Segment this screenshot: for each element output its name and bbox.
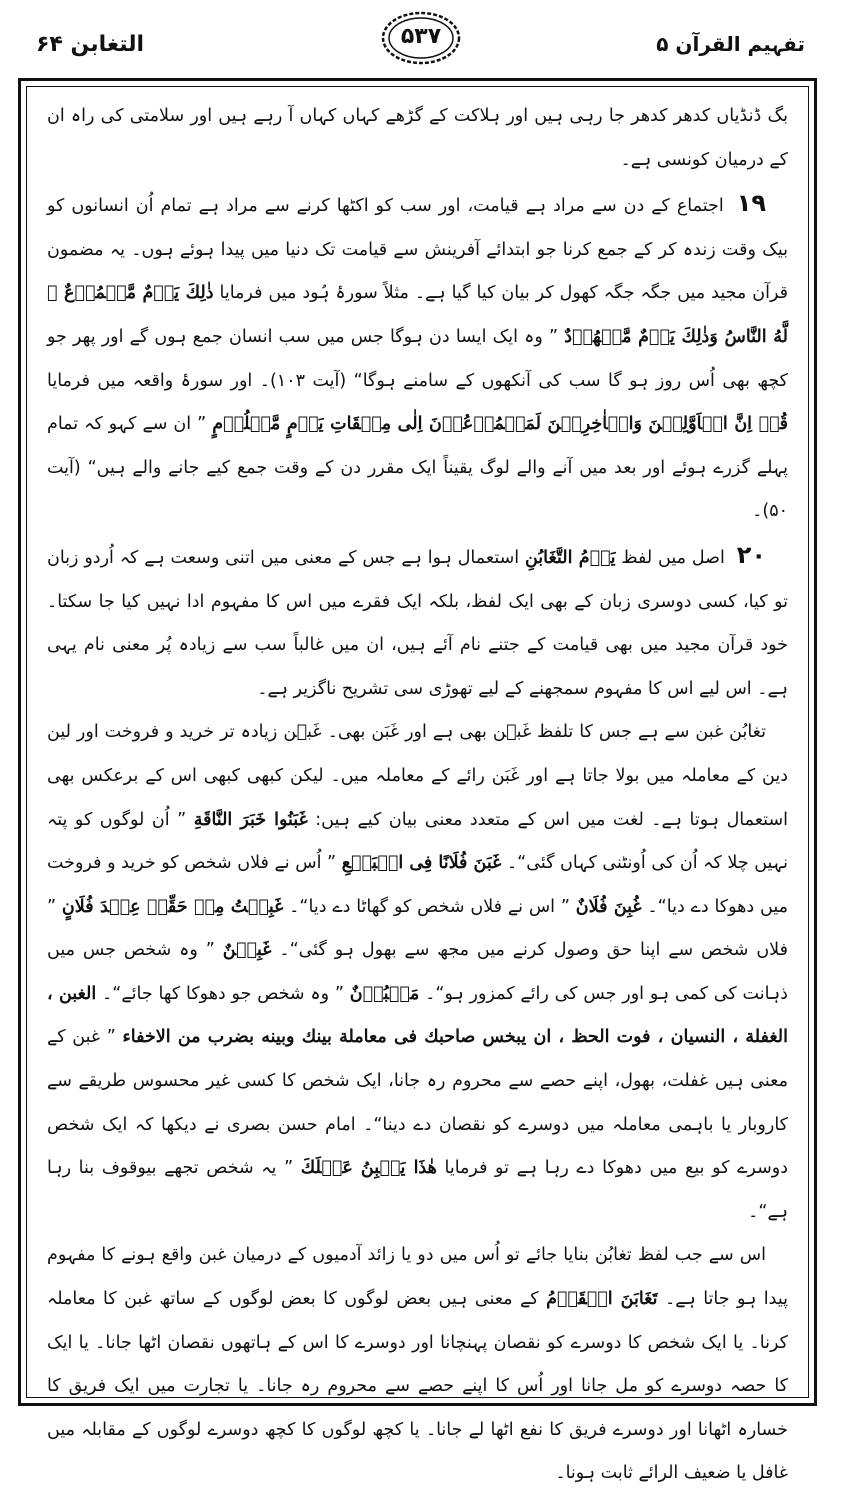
footnote-text: ” ان سے کہو کہ تمام پہلے گزرے ہوئے اور بعد میں آنے والے لوگ یقیناً ایک مقرر دن کے وقت جمع کیے جانے والے ہیں“ (آیت ۵۰)۔: [47, 414, 788, 522]
footnote-text: استعمال ہوا ہے جس کے معنی میں اتنی وسعت ہے کہ اُردو زبان تو کیا، کسی دوسری زبان کے بھی ایک لفظ، بلکہ ایک فقرے میں اس کا مفہوم ادا نہیں کیا جا سکتا۔ خود قرآن مجید میں بھی قیامت کے جتنے نام آئے ہیں، ان میں غالباً سب سے زیادہ پُر معنی نام یہی ہے۔ اس لیے اس کا مفہوم سمجھنے کے لیے تھوڑی سی تشریح ناگزیر ہے۔: [47, 547, 788, 699]
paragraph-text: کے معنی ہیں بعض لوگوں کا بعض لوگوں کے ساتھ غبن کا معاملہ کرنا۔ یا ایک شخص کا دوسرے کو نقصان پہنچانا اور دوسرے کا اس کے ہاتھوں نقصان اٹھا جانا۔ یا ایک کا حصہ دوسرے کو مل جانا اور اُس کا اپنے حصے سے محروم رہ جانا۔ یا تجارت میں ایک فریق کا خسارہ اٹھانا اور دوسرے فریق کا نفع اٹھا لے جانا۔ یا کچھ لوگوں کا کچھ دوسرے لوگوں کے مقابلہ میں غافل یا ضعیف الرائے ثابت ہونا۔: [47, 1289, 788, 1484]
footnote-20: [47, 534, 788, 711]
arabic-example: غُبِنَ فُلَانٌ: [575, 896, 642, 917]
page-frame: [18, 78, 817, 1484]
page-header: [22, 10, 819, 68]
example-translation: ” اُن لوگوں کو پتہ نہیں چلا کہ اُن کی اُونٹنی کہاں گئی“۔: [47, 809, 788, 874]
example-translation: ” وہ شخص جس میں ذہانت کی کمی ہو اور جس کی رائے کمزور ہو“۔: [47, 940, 788, 1004]
page-number-seal: [380, 10, 462, 66]
quran-quote: يَوۡمُ التَّغَابُنِ: [524, 547, 616, 568]
surah-title: التغابن ۶۴: [36, 32, 145, 57]
example-translation: ” اس نے فلاں شخص کو گھاٹا دے دیا“۔: [289, 896, 570, 917]
quote-translation: ” یہ شخص تجھے بیوقوف بنا رہا ہے“۔: [47, 1158, 788, 1222]
paragraph-continuation: [47, 95, 788, 182]
paragraph-ghabn: [47, 711, 788, 1234]
arabic-quote: هٰذَا يَغۡبِنُ عَقۡلَكَ: [300, 1158, 437, 1179]
footnote-number: ۱۹: [736, 189, 766, 218]
arabic-example: غَبَنُوا خَبَرَ النَّاقَةِ: [193, 809, 308, 830]
book-title: تفہیم القرآن ۵: [656, 32, 805, 56]
definition-translation: ” غبن کے معنی ہیں غفلت، بھول، اپنے حصے سے محروم رہ جانا، ایک شخص کا کسی غیر محسوس طریقے سے کاروبار یا باہمی معاملہ میں دوسرے کو نقصان دے دینا“۔ امام حسن بصری نے دیکھا کہ ایک شخص دوسرے کو بیع میں دھوکا دے رہا ہے تو فرمایا: [47, 1027, 788, 1179]
footnote-19: [47, 182, 788, 534]
example-translation: ” فلاں شخص سے اپنا حق وصول کرنے میں مجھ سے بھول ہو گئی“۔: [47, 896, 788, 961]
paragraph-text: اس سے جب لفظ تغابُن بنایا جائے تو اُس میں دو یا زائد آدمیوں کے درمیان غبن واقع ہونے کا مفہوم پیدا ہو جاتا ہے۔: [47, 1245, 788, 1310]
paragraph-text: بگ ڈنڈیاں کدھر کدھر جا رہی ہیں اور ہلاکت کے گڑھے کہاں کہاں آ رہے ہیں اور سلامتی کی راہ ان کے درمیان کونسی ہے۔: [47, 106, 788, 170]
arabic-example: تَغَابَنَ الۡقَوۡمُ: [546, 1289, 658, 1310]
arabic-example: غَبَنَ فُلَانًا فِی الۡبَيۡعِ: [341, 853, 502, 874]
footnote-text: اجتماع کے دن سے مراد ہے قیامت، اور سب کو اکٹھا کرنے سے مراد ہے تمام اُن انسانوں کو بیک وقت زندہ کر کے جمع کرنا جو ابتدائے آفرینش سے قیامت تک دنیا میں پیدا ہوئے ہوں۔ یہ مضمون قرآن مجید میں جگہ جگہ کھول کر بیان کیا گیا ہے۔ مثلاً سورۂ ہُود میں فرمایا: [47, 196, 788, 304]
quran-quote: قُلۡ اِنَّ الۡاَوَّلِيۡنَ وَالۡاٰخِرِيۡنَ لَمَجۡمُوۡعُوۡنَ اِلٰى مِيۡقَاتِ يَوۡمٍ مَّعۡلُوۡمٍ: [212, 414, 788, 435]
footnote-number: ۲۰: [736, 540, 766, 569]
footnote-text: ” وہ ایک ایسا دن ہوگا جس میں سب انسان جمع ہوں گے اور پھر جو کچھ بھی اُس روز ہو گا سب کی آنکھوں کے سامنے ہوگا“ (آیت ۱۰۳)۔ اور سورۂ واقعہ میں فرمایا: [47, 326, 788, 391]
quran-quote: ذٰلِكَ يَوۡمٌ مَّجۡمُوۡعٌ ۙ لَّهُ النَّاسُ وَذٰلِكَ يَوۡمٌ مَّشۡهُوۡدٌ: [47, 283, 788, 347]
paragraph-text: تغابُن غبن سے ہے جس کا تلفظ غَبۡن بھی ہے اور غَبَن بھی۔ غَبۡن زیادہ تر خرید و فروخت اور لین دین کے معاملہ میں بولا جاتا ہے اور غَبَن رائے کے معاملہ میں۔ لیکن کبھی کبھی اس کے برعکس بھی استعمال ہوتا ہے۔ لغت میں اس کے متعدد معنی بیان کیے ہیں:: [47, 722, 788, 830]
example-translation: ” اُس نے فلاں شخص کو خرید و فروخت میں دھوکا دے دیا“۔: [47, 853, 788, 917]
footnote-text: اصل میں لفظ: [621, 547, 725, 568]
arabic-example: مَغۡبُوۡنٌ: [349, 983, 420, 1004]
arabic-definition-list: الغبن ، الغفلة ، النسيان ، فوت الحظ ، ان يبخس صاحبك فی معاملة بينك وبينه بضرب من الاخفاء: [47, 983, 788, 1048]
example-translation: ” وہ شخص جو دھوکا کھا جائے“۔: [102, 983, 344, 1004]
arabic-example: غَبِيۡنٌ: [222, 940, 272, 961]
paragraph-taghabun: [47, 1234, 788, 1496]
arabic-example: غَبِنۡتُ مِنۡ حَقِّىۡ عِنۡدَ فُلَانٍ: [61, 896, 284, 917]
page-body: [47, 95, 788, 1496]
page-number: ۵۳۷: [400, 24, 442, 49]
